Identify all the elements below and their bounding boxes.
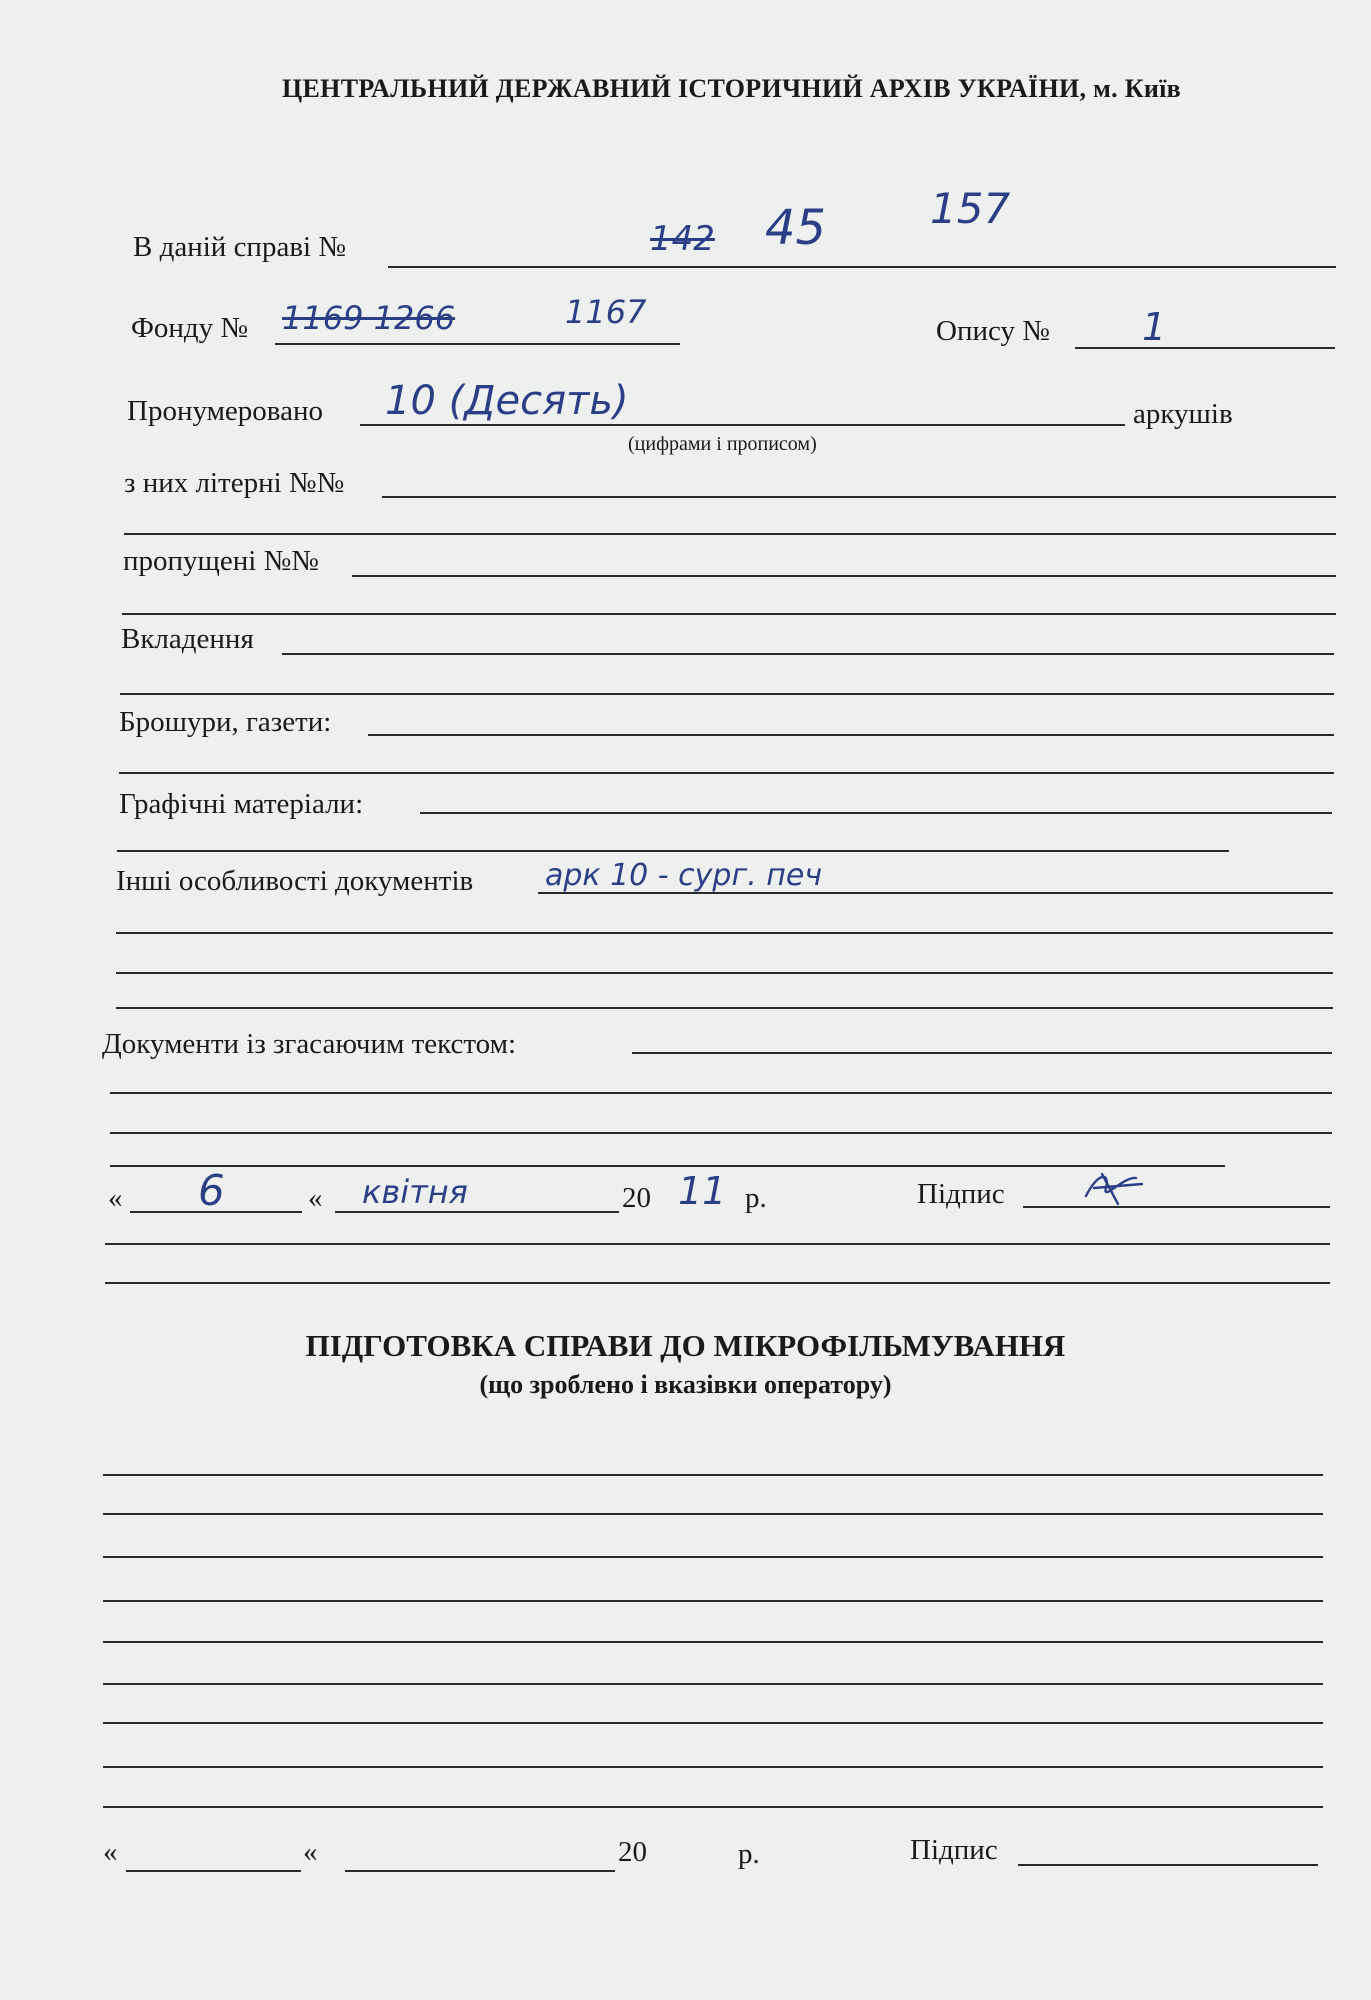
date-month-line bbox=[335, 1211, 619, 1213]
microfilm-line-6 bbox=[103, 1683, 1323, 1685]
graphics-line bbox=[420, 812, 1332, 814]
numbered-line bbox=[360, 424, 1125, 426]
date-open-quote: « bbox=[108, 1182, 123, 1214]
microfilm-line-3 bbox=[103, 1556, 1323, 1558]
numbered-unit: аркушів bbox=[1133, 398, 1233, 430]
microfilm-date-day-line bbox=[126, 1870, 301, 1872]
microfilm-line-5 bbox=[103, 1641, 1323, 1643]
microfilm-date-close-quote: « bbox=[303, 1836, 318, 1868]
microfilm-title: ПІДГОТОВКА СПРАВИ ДО МІКРОФІЛЬМУВАННЯ bbox=[305, 1328, 1066, 1363]
case-number-value-1: 45 bbox=[765, 200, 827, 256]
microfilm-subtitle: (що зроблено і вказівки оператору) bbox=[479, 1370, 892, 1399]
microfilm-line-1 bbox=[103, 1474, 1323, 1476]
date-section-line-1 bbox=[105, 1243, 1330, 1245]
microfilm-line-8 bbox=[103, 1766, 1323, 1768]
enclosures-label: Вкладення bbox=[121, 623, 254, 655]
signature-label: Підпис bbox=[917, 1178, 1005, 1210]
letter-numbers-line-2 bbox=[124, 533, 1336, 535]
microfilm-date-open-quote: « bbox=[103, 1836, 118, 1868]
date-year-prefix: 20 bbox=[622, 1182, 651, 1214]
brochures-line bbox=[368, 734, 1334, 736]
fading-text-label: Документи із згасаючим текстом: bbox=[102, 1028, 517, 1060]
opys-label: Опису № bbox=[936, 315, 1050, 347]
case-number-line bbox=[388, 266, 1336, 268]
date-r: р. bbox=[745, 1182, 767, 1214]
graphics-label: Графічні матеріали: bbox=[119, 788, 364, 820]
fading-text-line-3 bbox=[110, 1132, 1332, 1134]
opys-value: 1 bbox=[1142, 305, 1167, 349]
skipped-line-2 bbox=[122, 613, 1336, 615]
skipped-label: пропущені №№ bbox=[123, 545, 319, 577]
microfilm-date-year-prefix: 20 bbox=[618, 1836, 647, 1868]
microfilm-line-4 bbox=[103, 1600, 1323, 1602]
signature-mark bbox=[1080, 1166, 1150, 1208]
other-features-line-4 bbox=[116, 1007, 1333, 1009]
microfilm-line-2 bbox=[103, 1513, 1323, 1515]
microfilm-line-7 bbox=[103, 1722, 1323, 1724]
numbered-value: 10 (Десять) bbox=[385, 378, 629, 424]
skipped-line bbox=[352, 575, 1336, 577]
fading-text-line-2 bbox=[110, 1092, 1332, 1094]
fading-text-line-4 bbox=[110, 1165, 1225, 1167]
fading-text-line bbox=[632, 1052, 1332, 1054]
enclosures-line-2 bbox=[120, 693, 1334, 695]
other-features-label: Інші особливості документів bbox=[116, 865, 474, 897]
other-features-line-3 bbox=[116, 972, 1333, 974]
letter-numbers-line bbox=[382, 496, 1336, 498]
graphics-line-2 bbox=[117, 850, 1229, 852]
numbered-label: Пронумеровано bbox=[127, 395, 324, 427]
letter-numbers-label: з них літерні №№ bbox=[124, 467, 345, 499]
date-day-value: 6 bbox=[198, 1166, 225, 1215]
case-number-label: В даній справі № bbox=[133, 231, 346, 263]
signature-line bbox=[1023, 1206, 1330, 1208]
fond-line bbox=[275, 343, 680, 345]
numbered-hint: (цифрами і прописом) bbox=[628, 433, 817, 455]
brochures-line-2 bbox=[119, 772, 1334, 774]
other-features-value: арк 10 - сург. печ bbox=[545, 858, 823, 893]
fond-label: Фонду № bbox=[131, 312, 249, 344]
microfilm-signature-label: Підпис bbox=[910, 1834, 998, 1866]
microfilm-date-r: р. bbox=[738, 1838, 760, 1870]
brochures-label: Брошури, газети: bbox=[119, 706, 332, 738]
fond-value: 1167 bbox=[565, 293, 647, 331]
date-section-line-2 bbox=[105, 1282, 1330, 1284]
microfilm-signature-line bbox=[1018, 1864, 1318, 1866]
other-features-line-2 bbox=[116, 932, 1333, 934]
microfilm-line-9 bbox=[103, 1806, 1323, 1808]
enclosures-line bbox=[282, 653, 1334, 655]
opys-line bbox=[1075, 347, 1335, 349]
date-year-suffix: 11 bbox=[678, 1169, 727, 1213]
archive-header: ЦЕНТРАЛЬНИЙ ДЕРЖАВНИЙ ІСТОРИЧНИЙ АРХІВ УКРАЇНИ, м. Київ bbox=[282, 74, 1182, 103]
microfilm-date-month-line bbox=[345, 1870, 615, 1872]
date-month-value: квітня bbox=[362, 1173, 468, 1211]
case-number-struck: 142 bbox=[650, 219, 715, 259]
fond-struck: 1169 1266 bbox=[282, 299, 456, 337]
case-number-value-2: 157 bbox=[930, 184, 1011, 233]
date-close-quote: « bbox=[308, 1182, 323, 1214]
